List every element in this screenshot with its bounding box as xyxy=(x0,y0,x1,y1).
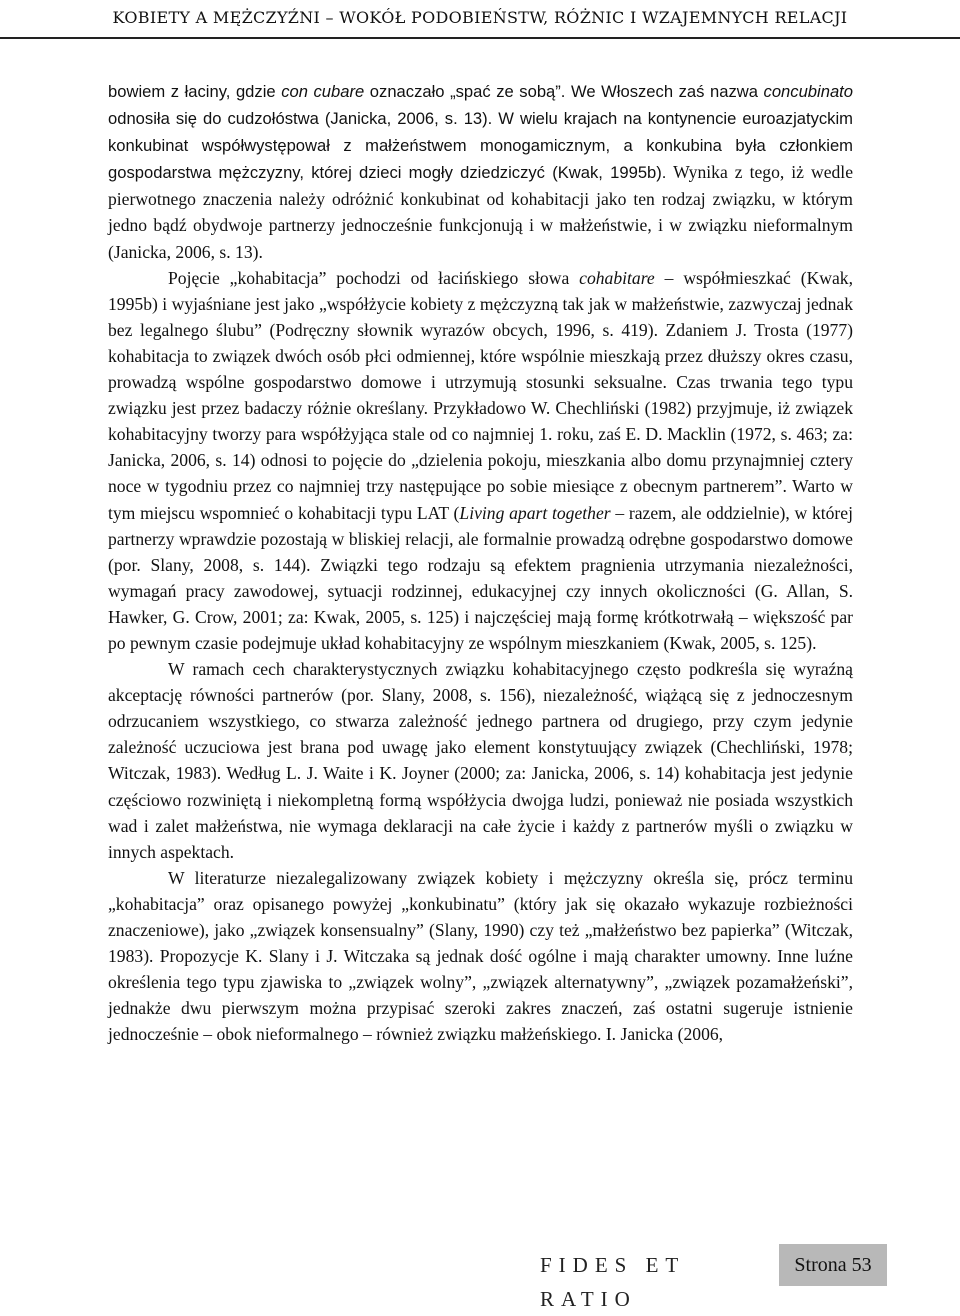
text-segment: – współmieszkać (Kwak, 1995b) i wyjaśniane jest jako „współżycie kobiety z mężczyzną tak jak w małżeństwie, zazwyczaj jednak bez legalnego ślubu” (Podręczny słownik wyrazów obcych, 1996, s. 419). Zdaniem J. Trosta (1977) kohabitacja to związek dwóch osób płci odmiennej, które wspólnie mieszkają przez dłuższy okres czasu, prowadzą wspólne gospodarstwo domowe i utrzymują stosunki seksualne. Czas trwania tego typu związku jest przez badaczy różnie określany. Przykładowo W. Chechliński (1982) przyjmuje, iż związek kohabitacyjny tworzy para współżyjąca stale od co najmniej 1. roku, zaś E. D. Macklin (1972, s. 463; za: Janicka, 2006, s. 14) odnosi to pojęcie do „dzielenia pokoju, mieszkania albo domu przynajmniej cztery noce w tygodniu przez co najmniej trzy następujące po sobie miesiące z obecnym partnerem”. Warto w tym miejscu wspomnieć o kohabitacji typu LAT ( xyxy=(108,267,853,523)
page-footer xyxy=(540,1244,960,1311)
text-segment: – razem, ale oddzielnie), w której partnerzy wprawdzie pozostają w bliskiej relacji, ale formalnie prowadzą odrębne gospodarstwo domowe (por. Slany, 2008, s. 144). Związki tego rodzaju są efektem pragnienia utrzymania niezależności, wymagań pracy zawodowej, sytuacji rodzinnej, edukacyjnej czy innych okoliczności (G. Allan, S. Hawker, G. Crow, 2001; za: Kwak, 2005, s. 125) i najczęściej mają formę krótkotrwałą – większość par po pewnym czasie podejmuje układ kohabitacyjny ze wspólnym mieszkaniem (Kwak, 2005, s. 125). xyxy=(108,502,853,653)
running-header xyxy=(0,0,960,40)
body-text xyxy=(108,78,853,1047)
text-segment: bowiem z łaciny, gdzie xyxy=(108,82,282,101)
text-segment: con cubare xyxy=(281,82,365,101)
text-segment: Wynika z tego, iż wedle pierwotnego znaczenia należy odróżnić konkubinat od kohabitacji jako ten rodzaj związku, w którym jedno bądź obydwoje partnerzy jednocześnie funkcjonują i w małżeństwie, i w związku nieformalnym (Janicka, 2006, s. 13). xyxy=(108,162,854,262)
paragraph-3 xyxy=(108,656,853,865)
text-segment: Pojęcie „kohabitacja” pochodzi od łacińskiego słowa xyxy=(168,267,580,288)
footer-journal-name: FIDES ET RATIO xyxy=(540,1253,685,1311)
paragraph-2 xyxy=(108,265,853,656)
text-segment: concubinato xyxy=(763,82,854,101)
paragraph-4 xyxy=(108,865,853,1048)
header-rule xyxy=(0,37,960,39)
text-segment: cohabitare xyxy=(579,267,655,288)
paragraph-1 xyxy=(108,78,853,265)
text-segment: odnosiła się do cudzołóstwa (Janicka, 2006, s. 13). W wielu krajach na kontynencie euroazjatyckim konkubinat współwystępował z małżeństwem monogamicznym, a konkubina była członkiem gospodarstwa mężczyzny, której dzieci mogły dziedziczyć (Kwak, 1995b). xyxy=(108,109,853,183)
text-segment: Living apart together xyxy=(459,502,611,523)
text-segment: W ramach cech charakterystycznych związku kohabitacyjnego często podkreśla się wyraźną akceptację równości partnerów (por. Slany, 2008, s. 156), niezależność, wiążącą się z jednoczesnym odrzucaniem wszystkiego, co stwarza zależność jednego partnera od drugiego, przy czym jedynie zależność uczuciowa jest brana pod uwagę jako element konstytuujący związek (Chechliński, 1978; Witczak, 1983). Według L. J. Waite i K. Joyner (2000; za: Janicka, 2006, s. 14) kohabitacja jest jedynie częściowo rozwiniętą i niekompletną formą współżycia dwojga ludzi, ponieważ nie posiada wszystkich wad i zalet małżeństwa, nie wymaga deklaracji na całe życie i każdy z partnerów myśli o związku w innych aspektach. xyxy=(108,659,853,862)
text-segment: oznaczało „spać ze sobą”. We Włoszech zaś nazwa xyxy=(364,82,764,101)
running-header-title: KOBIETY A MĘŻCZYŹNI – WOKÓŁ PODOBIEŃSTW, RÓŻNIC I WZAJEMNYCH RELACJI xyxy=(112,8,848,27)
text-segment: W literaturze niezalegalizowany związek kobiety i mężczyzny określa się, prócz terminu „kohabitacja” oraz opisanego powyżej „konkubinatu” (który jak się okazało wykazuje rozbieżności znaczeniowe), jako „związek konsensualny” (Slany, 1990) czy też „małżeństwo bez papierka” (Witczak, 1983). Propozycje K. Slany i J. Witczaka są jednak dość ogólne i mają charakter umowny. Inne luźne określenia tego typu zjawiska to „związek wolny”, „związek alternatywny”, „związek pozamałżeński”, jednakże dwu pierwszym można przypisać szeroki zakres znaczeń, zaś ostatni sugeruje istnienie jednocześnie – obok nieformalnego – również związku małżeńskiego. I. Janicka (2006, xyxy=(108,867,853,1045)
footer-page-number: Strona 53 xyxy=(779,1244,887,1286)
